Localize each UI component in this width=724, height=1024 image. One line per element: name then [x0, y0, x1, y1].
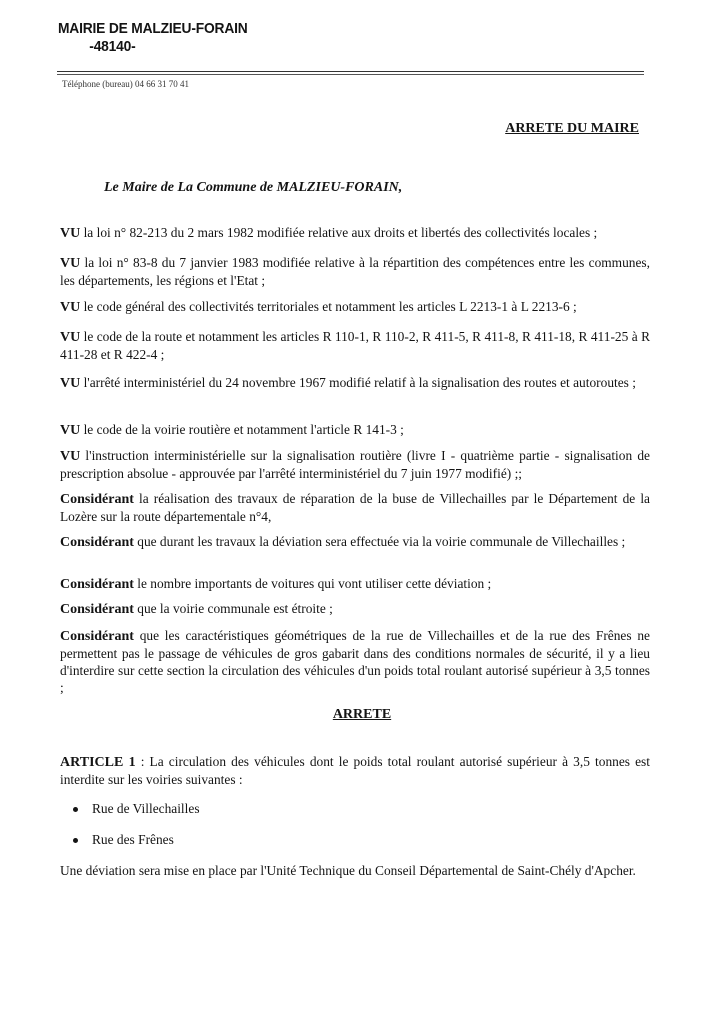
considerant-paragraph: Considérant le nombre importants de voitures qui vont utiliser cette déviation ; [60, 576, 492, 592]
arrete-heading: ARRETE [332, 707, 392, 722]
considerant-paragraph: Considérant que les caractéristiques géométriques de la rue de Villechailles et de la rue des Frênes ne permettent pas le passage de véhicules de gros gabarit dans des conditions normales de sécurité, il y a lieu d'interdire sur cette section la circulation des véhicules d'un poids total roulant autorisé supérieur à 3,5 tonnes ; [60, 628, 650, 695]
vu-paragraph: VU l'instruction interministérielle sur la signalisation routière (livre I - quatrième partie - signalisation de prescription absolue - approuvée par l'arrêté interministériel du 7 juin 1977 modifié) ;; [60, 448, 650, 481]
vu-paragraph: VU le code général des collectivités territoriales et notamment les articles L 2213-1 à L 2213-6 ; [60, 299, 577, 315]
vu-paragraph: VU le code de la route et notamment les articles R 110-1, R 110-2, R 411-5, R 411-8, R 411-18, R 411-25 à R 411-28 et R 422-4 ; [60, 329, 650, 362]
considerant-paragraph: Considérant que la voirie communale est étroite ; [60, 601, 333, 617]
maire-line: Le Maire de La Commune de MALZIEU-FORAIN, [104, 180, 403, 195]
bullet-icon [73, 838, 78, 843]
vu-paragraph: VU l'arrêté interministériel du 24 novembre 1967 modifié relatif à la signalisation des routes et autoroutes ; [60, 375, 636, 391]
street-item: Rue des Frênes [73, 832, 174, 848]
considerant-paragraph: Considérant la réalisation des travaux de réparation de la buse de Villechailles par le Département de la Lozère sur la route départementale n°4, [60, 491, 650, 524]
considerant-paragraph: Considérant que durant les travaux la déviation sera effectuée via la voirie communale de Villechailles ; [60, 534, 626, 550]
deviation-paragraph: Une déviation sera mise en place par l'Unité Technique du Conseil Départemental de Saint-Chély d'Apcher. [60, 863, 636, 878]
street-item: Rue de Villechailles [73, 801, 200, 817]
vu-paragraph: VU le code de la voirie routière et notamment l'article R 141-3 ; [60, 422, 404, 438]
vu-paragraph: VU la loi n° 82-213 du 2 mars 1982 modifiée relative aux droits et libertés des collectivités locales ; [60, 225, 598, 241]
header-rule-thin [57, 74, 644, 75]
mairie-header [58, 20, 248, 56]
article-1: ARTICLE 1 : La circulation des véhicules dont le poids total roulant autorisé supérieur à 3,5 tonnes est interdite sur les voiries suivantes : [60, 754, 650, 787]
document-title: ARRETE DU MAIRE [505, 121, 639, 136]
postal-code: -48140- [89, 38, 136, 55]
phone-line: Téléphone (bureau) 04 66 31 70 41 [62, 79, 189, 89]
bullet-icon [73, 807, 78, 812]
vu-paragraph: VU la loi n° 83-8 du 7 janvier 1983 modifiée relative à la répartition des compétences entre les communes, les départements, les régions et l'Etat ; [60, 255, 650, 288]
header-rule [57, 71, 644, 72]
mairie-name: MAIRIE DE MALZIEU-FORAIN [58, 20, 248, 37]
